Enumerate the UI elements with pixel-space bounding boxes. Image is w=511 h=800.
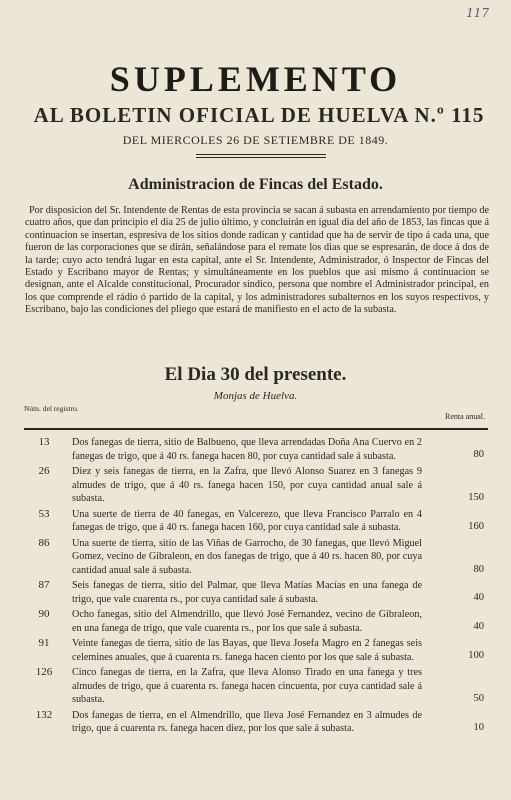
- document-subtitle: AL BOLETIN OFICIAL DE HUELVA N.º 115: [33, 103, 485, 127]
- table-row: [24, 666, 488, 707]
- table-row: [24, 436, 488, 463]
- property-description: Ocho fanegas, sitio del Almendrillo, que llevó José Fernandez, vecino de Gibraleon, en una fanega de trigo, que vale cuarenta rs., por los que sale á subasta.: [72, 609, 422, 634]
- section-heading: Administracion de Fincas del Estado.: [128, 176, 383, 193]
- property-description: Seis fanegas de tierra, sitio del Palmar, que lleva Matías Macías en una fanega de trigo, que vale cuarenta rs., por cuya cantidad sale á subasta.: [72, 580, 422, 605]
- table-row: [24, 709, 488, 736]
- title-rule: [196, 154, 326, 158]
- table-row: [24, 637, 488, 664]
- handwritten-page-number: 117: [466, 6, 489, 20]
- document-title: SUPLEMENTO: [109, 59, 402, 99]
- registry-number: 13: [38, 436, 50, 448]
- registry-number: 86: [38, 536, 50, 549]
- column-header-registro: Núm. del registro.: [24, 404, 79, 413]
- table-row: [24, 508, 488, 535]
- registry-number: 53: [38, 507, 50, 520]
- property-description: Dos fanegas de tierra, sitio de Balbueno, que lleva arrendadas Doña Ana Cuervo en 2 fanegas de trigo, que á 40 rs. fanega hacen 80, por cuya cantidad sale á subasta.: [72, 437, 422, 462]
- annual-rent: 160: [468, 520, 484, 532]
- column-header-renta: Renta anual.: [445, 412, 485, 421]
- annual-rent: 150: [468, 492, 484, 503]
- registry-number: 87: [38, 579, 50, 591]
- property-description: Una suerte de tierra de 40 fanegas, en Valcerezo, que lleva Francisco Parralo en 4 fanegas de trigo, que á 40 rs. fanega hacen 160, por cuya cantidad sale á subasta.: [72, 508, 422, 533]
- entries-list: [24, 436, 488, 738]
- registry-number: 91: [38, 637, 50, 649]
- annual-rent: 40: [473, 592, 484, 603]
- annual-rent: 100: [468, 650, 484, 661]
- registry-number: 90: [38, 608, 50, 620]
- corporation-subheading: Monjas de Huelva.: [213, 390, 298, 402]
- annual-rent: 10: [473, 721, 484, 733]
- annual-rent: 40: [473, 621, 484, 632]
- property-description: Una suerte de tierra, sitio de las Viñas de Garrocho, de 30 fanegas, que llevó Miguel Gomez, vecino de Gibraleon, en dos fanegas de trigo, que á 40 rs. hacen 80, por cuya cantidad anual sale á subasta.: [72, 537, 422, 576]
- dateline: DEL MIERCOLES 26 DE SETIEMBRE DE 1849.: [122, 133, 389, 147]
- property-description: Diez y seis fanegas de tierra, en la Zafra, que llevó Alonso Suarez en 3 fanegas 9 almudes de trigo, que á 40 rs. fanega hacen 150, por cuya cantidad anual sale á subasta.: [72, 466, 422, 504]
- table-row: [24, 579, 488, 606]
- annual-rent: 50: [473, 693, 484, 704]
- annual-rent: 80: [473, 563, 484, 575]
- registry-number: 126: [35, 666, 53, 678]
- annual-rent: 80: [473, 449, 484, 460]
- registry-number: 132: [35, 708, 53, 721]
- auction-date-heading: El Dia 30 del presente.: [164, 364, 347, 385]
- property-description: Cinco fanegas de tierra, en la Zafra, que lleva Alonso Tirado en una fanega y tres almudes de trigo, que á cuarenta rs. fanega hacen cincuenta, por cuya cantidad sale á subasta.: [72, 667, 422, 705]
- table-row: [24, 537, 488, 578]
- table-row: [24, 465, 488, 506]
- intro-paragraph: Por disposicion del Sr. Intendente de Rentas de esta provincia se sacan á subasta en arrendamiento por tiempo de cuatro años, que dan principio el dia 25 de julio último, y concluirán en igual dia del año de 1853, las fincas que á continuacion se insertan, espresiva de los sitios donde radican y cantidad que ha de servir de tipo á cada una, que fueron de las corporaciones que se dirán, señalándose para el remate los dias que se espresarán, de doce á dos de la tarde; cuyo acto tendrá lugar en esta capital, ante el Sr. Intendente, Administrador, ó Inspector de Fincas del Estado y Escribano mayor de Rentas; y simultáneamente en los pueblos que asi mismo á continuacion se designan, ante el Alcalde constitucional, Procurador síndico, persona que nombre el Administrador principal, en los que comprende el rádio ó partido de la capital, y los administradores subalternos en los suyos respectivos, y Escribano, bajo las condiciones del pliego que estará de manifiesto en el acto de la subasta.: [25, 205, 489, 316]
- table-row: [24, 608, 488, 635]
- property-description: Dos fanegas de tierra, en el Almendrillo, que lleva José Fernandez en 3 almudes de trigo, que á cuarenta rs. fanega hacen diez, por los que sale á subasta.: [72, 709, 422, 734]
- property-description: Veinte fanegas de tierra, sitio de las Bayas, que lleva Josefa Magro en 2 fanegas seis celemines anuales, que á cuarenta rs. fanega hacen ciento por los que sale á subasta.: [72, 638, 422, 663]
- table-rule: [24, 428, 488, 430]
- registry-number: 26: [38, 465, 50, 477]
